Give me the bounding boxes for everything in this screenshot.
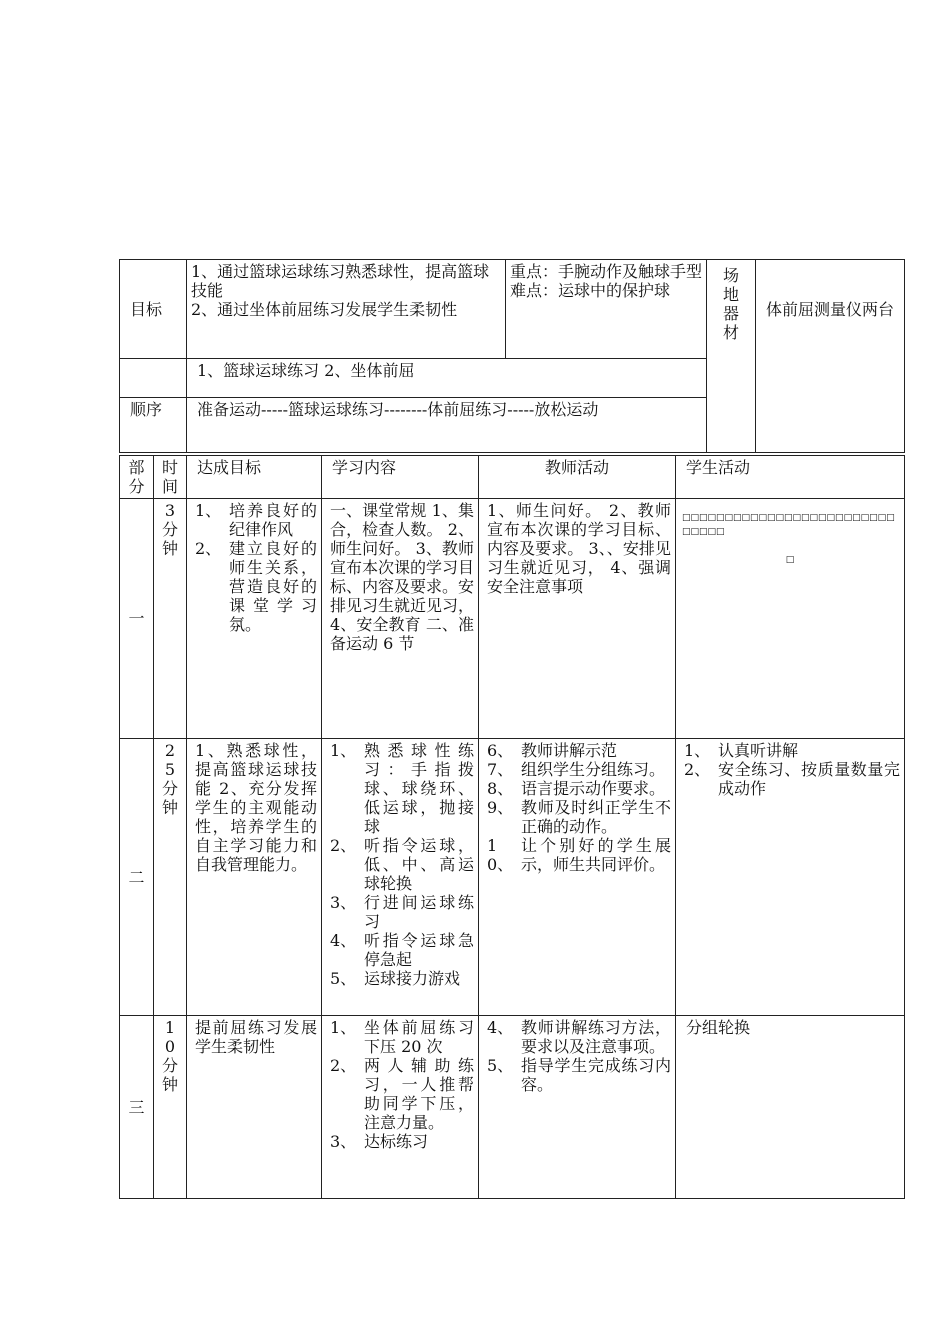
list-item: 2、 建立良好的师生关系，营造良好的课堂学习氛。 — [195, 539, 317, 634]
teacher-cell: 1、师生问好。 2、教师宣布本次课的学习目标、内容及要求。 3、、安排见习生就近见习， 4、强调安全注意事项 — [479, 499, 676, 739]
list-item: 10、 让个别好的学生展示，师生共同评价。 — [487, 836, 671, 874]
goal-cell: 1、熟悉球性，提高篮球运球技能 2、充分发挥学生的主观能动性，培养学生的自主学习能力和自我管理能力。 — [187, 739, 322, 1016]
list-item: 2、 安全练习、按质量数量完成动作 — [684, 760, 900, 798]
teacher-cell — [479, 1016, 676, 1199]
list-item: 5、 指导学生完成练习内容。 — [487, 1056, 671, 1094]
list-item: 5、 运球接力游戏 — [330, 969, 461, 988]
part-cell: 三 — [120, 1016, 154, 1199]
student-cell — [676, 739, 905, 1016]
content-cell — [322, 739, 479, 1016]
list-item: 1、 认真听讲解 — [684, 741, 799, 760]
table-row — [120, 499, 905, 739]
header-teacher: 教师活动 — [479, 456, 676, 499]
header-student: 学生活动 — [676, 456, 905, 499]
header-time: 时 间 — [154, 456, 187, 499]
goal-cell: 提前屈练习发展学生柔韧性 — [187, 1016, 322, 1199]
list-item: 1、 熟悉球性练习：手指拨球、球绕环、低运球，抛接球 — [330, 741, 474, 836]
list-item: 2、 听指令运球，低、中、高运球轮换 — [330, 836, 474, 893]
part-cell: 二 — [120, 739, 154, 1016]
header-content: 学习内容 — [322, 456, 479, 499]
part-cell: 一 — [120, 499, 154, 739]
list-item: 4、 教师讲解练习方法，要求以及注意事项。 — [487, 1018, 671, 1056]
table-row — [120, 1016, 905, 1199]
list-item: 9、 教师及时纠正学生不正确的动作。 — [487, 798, 671, 836]
content-label-empty — [120, 359, 187, 398]
list-item: 2、 两人辅助练习，一人推帮助同学下压，注意力量。 — [330, 1056, 474, 1132]
header-goal: 达成目标 — [187, 456, 322, 499]
list-item: 4、 听指令运球急停急起 — [330, 931, 474, 969]
time-cell: 1 0 分 钟 — [154, 1016, 187, 1199]
list-item: 3、 行进间运球练习 — [330, 893, 474, 931]
student-cell: 分组轮换 — [676, 1016, 905, 1199]
order-text: 准备运动-----篮球运球练习--------体前屈练习-----放松运动 — [187, 398, 707, 453]
garbled-text: □ — [785, 555, 795, 565]
lesson-procedure-table — [119, 455, 905, 1199]
garbled-text: □□□□□□□□□□□□□□□□□□□□□□□□□□□□□□ — [682, 513, 895, 537]
content-cell: 一、课堂常规 1、集合，检查人数。 2、师生问好。 3、教师宣布本次课的学习目标、内容及要求。安排见习生就近见习，4、安全教育 二、准备运动 6 节 — [322, 499, 479, 739]
focus-line: 重点：手腕动作及触球手型 — [510, 262, 703, 281]
list-item: 6、 教师讲解示范 — [487, 741, 618, 760]
goal-line-2: 2、通过坐体前屈练习发展学生柔韧性 — [191, 300, 458, 319]
list-item: 3、 达标练习 — [330, 1132, 429, 1151]
lesson-overview-table — [119, 259, 905, 453]
list-item: 1、 坐体前屈练习下压 20 次 — [330, 1018, 474, 1056]
goal-label: 目标 — [120, 260, 187, 359]
list-item: 7、 组织学生分组练习。 — [487, 760, 666, 779]
lesson-content: 1、篮球运球练习 2、坐体前屈 — [187, 359, 707, 398]
goal-text — [187, 260, 506, 359]
venue-equipment-label: 场 地 器 材 — [707, 260, 756, 453]
time-cell: 3 分 钟 — [154, 499, 187, 739]
student-cell — [676, 499, 905, 739]
content-cell — [322, 1016, 479, 1199]
difficulty-line: 难点：运球中的保护球 — [510, 281, 671, 300]
time-cell: 2 5 分 钟 — [154, 739, 187, 1016]
teacher-cell — [479, 739, 676, 1016]
goal-line-1: 1、通过篮球运球练习熟悉球性，提高篮球技能 — [191, 262, 490, 300]
table-row — [120, 739, 905, 1016]
goal-cell — [187, 499, 322, 739]
focus-difficulty — [506, 260, 707, 359]
list-item: 8、 语言提示动作要求。 — [487, 779, 666, 798]
equipment-value: 体前屈测量仪两台 — [756, 260, 905, 453]
header-part: 部 分 — [120, 456, 154, 499]
order-label: 顺序 — [120, 398, 187, 453]
list-item: 1、 培养良好的纪律作风 — [195, 501, 317, 539]
